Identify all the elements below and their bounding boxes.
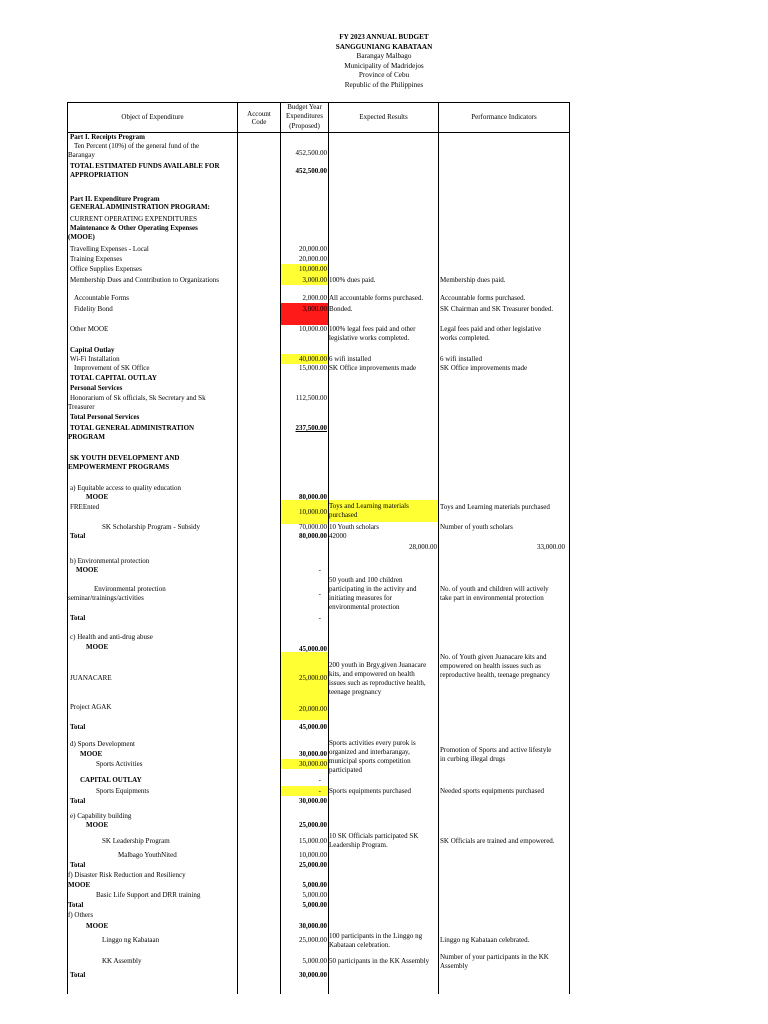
row-improve: Improvement of SK Office — [74, 364, 150, 372]
row-travel-amount: 20,000.00 — [299, 245, 327, 253]
document-header — [0, 33, 768, 90]
receipts-total-amount: 452,500.00 — [295, 167, 327, 175]
receipts-total-line2: APPROPRIATION — [70, 171, 129, 179]
section-c-total-amount: 45,000.00 — [299, 723, 327, 731]
section-f1-total: Total — [68, 901, 84, 909]
row-env-result-3: initiating measures for — [329, 594, 392, 602]
section-f1-title: f) Disaster Risk Reduction and Resiliency — [68, 871, 186, 879]
row-freed-result-1: Toys and Learning materials — [329, 502, 409, 510]
section-c-total: Total — [70, 723, 86, 731]
row-other-result-2: legislative works completed. — [329, 334, 410, 342]
section-a-total-amount: 80,000.00 — [299, 532, 327, 540]
col-divider-account — [237, 102, 238, 994]
row-sports-result-1: Sports activities every purok is — [329, 739, 416, 747]
row-linggo: Linggo ng Kabataan — [102, 936, 160, 944]
row-wifi-indicator: 6 wifi installed — [440, 355, 482, 363]
row-env-indicator-1: No. of youth and children will actively — [440, 585, 549, 593]
col-header-budget-1: Budget Year — [287, 103, 322, 111]
row-office-amount: 10,000.00 — [299, 265, 327, 273]
extra-amount-2: 33,000.00 — [537, 543, 565, 551]
youth-heading-line2: EMPOWERMENT PROGRAMS — [68, 463, 170, 471]
row-sports-indicator-1: Promotion of Sports and active lifestyle — [440, 746, 552, 754]
row-wifi-amount: 40,000.00 — [299, 355, 327, 363]
section-c-title: c) Health and anti-drug abuse — [70, 633, 153, 641]
row-juana-result-4: teenage pregnancy — [329, 688, 382, 696]
row-other-mooe: Other MOOE — [70, 325, 109, 333]
gap-heading: GENERAL ADMINISTRATION PROGRAM: — [70, 203, 210, 211]
row-linggo-amount: 25,000.00 — [299, 936, 327, 944]
total-personal-services: Total Personal Services — [70, 413, 140, 421]
row-forms-result: All accountable forms purchased. — [329, 294, 424, 302]
col-header-object: Object of Expenditure — [121, 113, 184, 121]
section-f2-mooe: MOOE — [86, 922, 109, 930]
section-e-total: Total — [70, 861, 86, 869]
extra-amount-1: 28,000.00 — [409, 543, 437, 551]
row-dues-amount: 3,000.00 — [302, 276, 327, 284]
section-f2-title: f) Others — [68, 911, 94, 919]
personal-services-heading: Personal Services — [70, 384, 123, 392]
row-scholar-amount: 70,000.00 — [299, 523, 327, 531]
section-a-total-result: 42000 — [329, 532, 347, 540]
capital-outlay-heading: Capital Outlay — [70, 346, 115, 354]
receipts-item-amount: 452,500.00 — [295, 149, 327, 157]
section-f1-mooe-amount: 5,000.00 — [302, 881, 327, 889]
country-name: Republic of the Philippines — [344, 80, 424, 89]
section-b-total: Total — [70, 614, 86, 622]
receipts-total-line1: TOTAL ESTIMATED FUNDS AVAILABLE FOR — [70, 162, 220, 170]
section-d-capital-amount: - — [318, 776, 321, 784]
mooe-heading-line1: Maintenance & Other Operating Expenses — [70, 224, 198, 232]
col-header-budget-3: (Proposed) — [289, 122, 320, 130]
row-leadership-result-2: Leadership Program. — [329, 841, 388, 849]
receipts-heading: Part I. Receipts Program — [70, 133, 145, 141]
col-divider-results — [328, 102, 329, 994]
row-freed-result-2: purchased — [329, 511, 358, 519]
section-d-total: Total — [70, 797, 86, 805]
row-scholar-result: 10 Youth scholars — [329, 523, 379, 531]
row-scholar-indicator: Number of youth scholars — [440, 523, 513, 531]
row-env-1: Environmental protection — [94, 585, 166, 593]
row-forms-amount: 2,000.00 — [302, 294, 327, 302]
row-training: Training Expenses — [70, 255, 123, 263]
row-equip-result: Sports equipments purchased — [329, 787, 412, 795]
section-b-mooe: MOOE — [76, 566, 99, 574]
row-kk-indicator-2: Assembly — [440, 962, 468, 970]
row-sports-indicator-2: in curbing illegal drugs — [440, 755, 506, 763]
row-honorarium-1: Honorarium of Sk officials, Sk Secretary and Sk — [70, 394, 206, 402]
row-juana-indicator-1: No. of Youth given Juanacare kits and — [440, 653, 547, 661]
row-juana-result-1: 200 youth in Brgy.given Juanacare — [329, 661, 427, 669]
row-other-mooe-amount: 10,000.00 — [299, 325, 327, 333]
table-right-border — [569, 102, 570, 994]
section-b-mooe-amount: - — [318, 566, 321, 574]
total-gap-line2: PROGRAM — [68, 433, 105, 441]
row-env-result-4: environmental protection — [329, 603, 400, 611]
section-d-mooe: MOOE — [80, 750, 103, 758]
row-sports-result-3: municipal sports competition — [329, 757, 411, 765]
row-wifi: Wi-Fi Installation — [70, 355, 120, 363]
section-e-mooe: MOOE — [86, 821, 109, 829]
col-header-account-1: Account — [247, 110, 271, 118]
section-a-mooe: MOOE — [86, 493, 109, 501]
youth-heading-line1: SK YOUTH DEVELOPMENT AND — [70, 454, 180, 462]
section-d-capital: CAPITAL OUTLAY — [80, 776, 142, 784]
section-f1-mooe: MOOE — [68, 881, 91, 889]
row-scholar: SK Scholarship Program - Subsidy — [102, 523, 200, 531]
row-bls-amount: 5,000.00 — [302, 891, 327, 899]
row-kk-amount: 5,000.00 — [302, 957, 327, 965]
row-training-amount: 20,000.00 — [299, 255, 327, 263]
total-gap-line1: TOTAL GENERAL ADMINISTRATION — [70, 424, 195, 432]
row-forms: Accountable Forms — [74, 294, 130, 302]
row-agak-amount: 20,000.00 — [299, 705, 327, 713]
section-a-mooe-amount: 80,000.00 — [299, 493, 327, 501]
col-header-indicators: Performance Indicators — [471, 113, 537, 121]
row-improve-indicator: SK Office improvements made — [440, 364, 528, 372]
row-bond-indicator: SK Chairman and SK Treasurer bonded. — [440, 305, 554, 313]
row-sports-amount: 30,000.00 — [299, 760, 327, 768]
receipts-item-line1: Ten Percent (10%) of the general fund of the — [74, 142, 200, 150]
row-freed-amount: 10,000.00 — [299, 508, 327, 516]
row-sports-result-4: participated — [329, 766, 363, 774]
row-leadership-amount: 15,000.00 — [299, 837, 327, 845]
row-juana: JUANACARE — [70, 674, 112, 682]
row-other-result-1: 100% legal fees paid and other — [329, 325, 416, 333]
row-leadership: SK Leadership Program — [102, 837, 170, 845]
row-equip-indicator: Needed sports equipments purchased — [440, 787, 544, 795]
section-f2-total-amount: 30,000.00 — [299, 971, 327, 979]
row-env-result-2: participating in the activity and — [329, 585, 417, 593]
row-bond-amount: 3,000.00 — [302, 305, 327, 313]
row-leadership-indicator: SK Officials are trained and empowered. — [440, 837, 555, 845]
row-linggo-indicator: Linggo ng Kabataan celebrated. — [440, 936, 530, 944]
mooe-heading-line2: (MOOE) — [68, 233, 95, 241]
row-leadership-result-1: 10 SK Officials participated SK — [329, 832, 419, 840]
coe-heading: CURRENT OPERATING EXPENDITURES — [70, 215, 198, 223]
section-b-total-amount: - — [318, 614, 321, 622]
row-improve-result: SK Office improvements made — [329, 364, 417, 372]
receipts-item-line2: Barangay — [68, 151, 95, 159]
row-env-result-1: 50 youth and 100 children — [329, 576, 403, 584]
section-e-title: e) Capability building — [70, 812, 132, 820]
row-agak: Project AGAK — [70, 703, 112, 711]
row-linggo-result-2: Kabataan celebration. — [329, 941, 391, 949]
row-honorarium-amount: 112,500.00 — [295, 394, 327, 402]
section-f2-mooe-amount: 30,000.00 — [299, 922, 327, 930]
row-office: Office Supplies Expenses — [70, 265, 142, 273]
section-e-mooe-amount: 25,000.00 — [299, 821, 327, 829]
section-a-title: a) Equitable access to quality education — [70, 484, 181, 492]
section-c-mooe-amount: 45,000.00 — [299, 645, 327, 653]
total-capital-outlay: TOTAL CAPITAL OUTLAY — [70, 374, 157, 382]
row-dues: Membership Dues and Contribution to Organizations — [70, 276, 219, 284]
row-env-2: seminar/trainings/activities — [68, 594, 144, 602]
total-gap-amount: 237,500.00 — [295, 424, 327, 432]
row-linggo-result-1: 100 participants in the Linggo ng — [329, 932, 423, 940]
row-equip: Sports Equipments — [96, 787, 150, 795]
row-freed-indicator: Toys and Learning materials purchased — [440, 503, 550, 511]
row-juana-result-3: issues such as reproductive health, — [329, 679, 426, 687]
row-kk: KK Assembly — [102, 957, 142, 965]
section-d-title: d) Sports Development — [70, 740, 135, 748]
section-f1-total-amount: 5,000.00 — [302, 901, 327, 909]
row-sports-result-2: organized and interbarangay, — [329, 748, 410, 756]
col-header-account-2: Code — [251, 118, 267, 126]
row-improve-amount: 15,000.00 — [299, 364, 327, 372]
row-youthnited-amount: 10,000.00 — [299, 851, 327, 859]
section-d-total-amount: 30,000.00 — [299, 797, 327, 805]
expenditure-heading: Part II. Expenditure Program — [70, 195, 160, 203]
row-juana-indicator-3: reproductive health, teenage pregnancy — [440, 671, 551, 679]
municipality-name: Municipality of Madridejos — [344, 61, 424, 70]
row-juana-indicator-2: empowered on health issues such as — [440, 662, 541, 670]
row-sports: Sports Activities — [96, 760, 143, 768]
row-other-indicator-1: Legal fees paid and other legislative — [440, 325, 542, 333]
row-honorarium-2: Treasurer — [68, 403, 95, 411]
row-freed: FREEnted — [70, 503, 100, 511]
section-b-title: b) Environmental protection — [70, 557, 150, 565]
row-bond-result: Bonded. — [329, 305, 353, 313]
row-env-indicator-2: take part in environmental protection — [440, 594, 544, 602]
row-juana-result-2: kits, and empowered on health — [329, 670, 415, 678]
section-f2-total: Total — [70, 971, 86, 979]
section-e-total-amount: 25,000.00 — [299, 861, 327, 869]
row-env-amount: - — [318, 590, 321, 598]
section-c-mooe: MOOE — [86, 643, 109, 651]
col-header-budget-2: Expenditures — [286, 112, 323, 120]
section-d-mooe-amount: 30,000.00 — [299, 750, 327, 758]
row-youthnited: Malbago YouthNited — [118, 851, 177, 859]
row-wifi-result: 6 wifi installed — [329, 355, 371, 363]
barangay-name: Barangay Malbago — [356, 52, 412, 60]
row-kk-indicator-1: Number of your participants in the KK — [440, 953, 549, 961]
row-bls: Basic Life Support and DRR training — [96, 891, 201, 899]
row-other-indicator-2: works completed. — [440, 334, 490, 342]
col-header-results: Expected Results — [359, 113, 408, 121]
row-juana-amount: 25,000.00 — [299, 674, 327, 682]
row-forms-indicator: Accountable forms purchased. — [440, 294, 526, 302]
province-name: Province of Cebu — [358, 71, 410, 79]
row-bond: Fidelity Bond — [74, 305, 113, 313]
row-equip-amount: - — [318, 787, 321, 795]
col-divider-indicators — [438, 102, 439, 994]
org-name: SANGGUNIANG KABATAAN — [335, 42, 433, 51]
row-travel: Travelling Expenses - Local — [70, 245, 149, 253]
row-dues-result: 100% dues paid. — [329, 276, 376, 284]
section-a-total: Total — [70, 532, 86, 540]
budget-title: FY 2023 ANNUAL BUDGET — [339, 33, 429, 41]
row-dues-indicator: Membership dues paid. — [440, 276, 506, 284]
row-kk-result: 50 participants in the KK Assembly — [329, 957, 430, 965]
